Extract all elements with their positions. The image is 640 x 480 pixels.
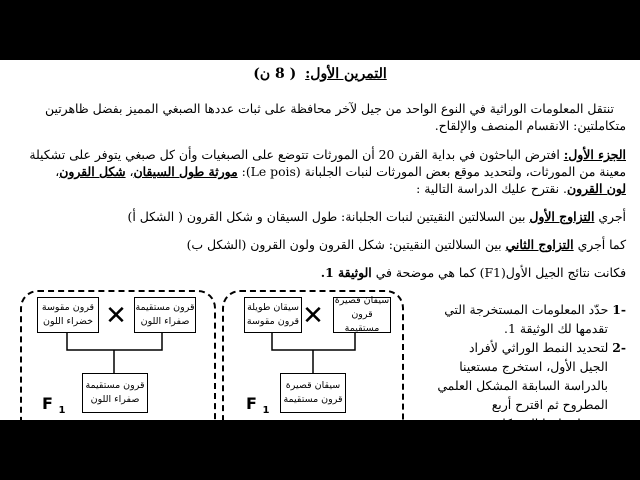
figure-b-offspring-trait-1: قرون مستقيمة bbox=[85, 380, 145, 391]
intro-line-2: متكاملتين: الانقسام المنصف والإلقاح. bbox=[434, 118, 626, 133]
exercise-score: ( 8 ن) bbox=[253, 66, 297, 82]
figure-b-offspring-trait-2: صفراء اللون bbox=[90, 394, 140, 405]
figure-a-parent-right-trait-2: قرون مستقيمة bbox=[344, 309, 380, 334]
cross2-prefix: كما أجري bbox=[577, 237, 626, 252]
part1-text-3: . نقترح عليك الدراسة التالية : bbox=[416, 181, 567, 196]
cross1-name: التزاوج الأول bbox=[529, 209, 595, 224]
figure-a-offspring-trait-1: سيقان قصيرة bbox=[285, 380, 341, 391]
figure-a-parent-left-trait-2: قرون مقوسة bbox=[246, 316, 300, 327]
intro-line-1: تنتقل المعلومات الوراثية في النوع الواحد من جيل لآخر محافظة على ثبات عددها الصبغي المميز بفضل ظاهرتين bbox=[45, 101, 614, 116]
figure-a-parent-left-trait-1: سيقان طويلة bbox=[247, 302, 299, 313]
cross1-prefix: أجري bbox=[598, 209, 626, 224]
question-2-line-1: لتحديد النمط الوراثي لأفراد bbox=[468, 340, 609, 355]
question-1-number: -1 bbox=[612, 302, 626, 317]
figure-b-parent-right-trait-2: صفراء اللون bbox=[140, 316, 190, 327]
question-2-number: -2 bbox=[612, 340, 626, 355]
question-1-line-2: تقدمها لك الوثيقة 1. bbox=[504, 321, 608, 336]
gene-pod-shape: شكل القرون bbox=[59, 164, 126, 179]
figure-b-parent-curved-green bbox=[37, 297, 99, 333]
figure-b-f1-offspring bbox=[82, 373, 148, 413]
figure-b-parent-right-trait-1: قرون مستقيمة bbox=[135, 302, 195, 313]
results-text: فكانت نتائج الجيل الأول(F1) كما هي موضحة في bbox=[375, 265, 626, 280]
figure-b-parent-straight-yellow bbox=[134, 297, 196, 333]
figure-a-generation-label: F $_1$ bbox=[246, 394, 270, 417]
figure-b-parent-left-trait-1: قرون مقوسة bbox=[41, 302, 95, 313]
cross2-text: بين السلالتين النقيتين: شكل القرون ولون القرون (الشكل ب) bbox=[186, 237, 502, 252]
question-2-line-5: فرضيات لهذا المشكل. bbox=[492, 416, 608, 431]
figure-b-parent-left-trait-2: خضراء اللون bbox=[42, 316, 94, 327]
question-2-line-4: المطروح ثم اقترح أربع bbox=[491, 397, 608, 412]
document-1-ref: الوثيقة 1. bbox=[320, 265, 372, 280]
figure-a-parent-right-trait-1: سيقان قصيرة bbox=[334, 295, 390, 306]
cross1-text: بين السلالتين النقيتين لنبات الجلبانة: طول السيقان و شكل القرون ( الشكل أ) bbox=[127, 209, 526, 224]
part1-line-2: معينة من المورثات، ولتحديد موقع بعض المورثات لنبات الجلبانة (Le pois): مورثة طول السيقان، شكل القرون، bbox=[55, 164, 626, 179]
figure-a-offspring-trait-2: قرون مستقيمة bbox=[283, 394, 343, 405]
part1-text-1: افترض الباحثون في بداية القرن 20 أن المورثات تتوضع على الصبغيات وأن كل صبغي يتوفر على تشكيلة bbox=[29, 147, 560, 162]
part1-text-2: معينة من المورثات، ولتحديد موقع بعض المورثات لنبات الجلبانة (Le pois): bbox=[241, 164, 626, 179]
figure-b-generation-label: F $_1$ bbox=[42, 394, 66, 417]
cross-symbol-b: ✕ bbox=[105, 301, 127, 331]
cross-symbol-a: ✕ bbox=[302, 301, 324, 331]
question-2-line-3: بالدراسة السابقة المشكل العلمي bbox=[437, 378, 608, 393]
cross2-name: التزاوج الثاني bbox=[505, 237, 574, 252]
part1-label: الجزء الأول: bbox=[563, 147, 626, 162]
question-1-line-1: حدّد المعلومات المستخرجة التي bbox=[444, 302, 609, 317]
exercise-sheet bbox=[0, 60, 640, 431]
question-1 bbox=[416, 300, 626, 338]
exercise-title-text: التمرين الأول: bbox=[305, 66, 387, 82]
gene-stem-length: مورثة طول السيقان bbox=[133, 164, 238, 179]
gene-pod-color: لون القرون bbox=[567, 181, 626, 196]
question-2-line-2: الجيل الأول، استخرج مستعينا bbox=[459, 359, 608, 374]
question-2 bbox=[416, 338, 626, 433]
